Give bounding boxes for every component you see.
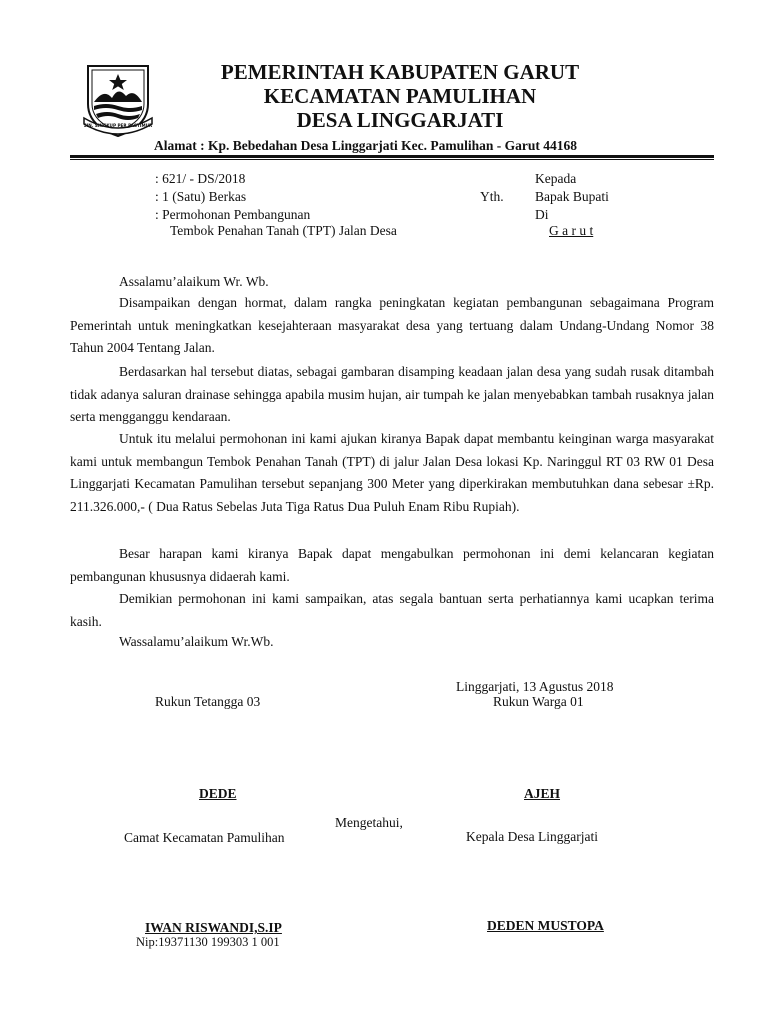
- letterhead-district: KECAMATAN PAMULIHAN: [263, 84, 537, 108]
- kades-title: Kepala Desa Linggarjati: [466, 829, 598, 844]
- body-paragraph-4: Besar harapan kami kiranya Bapak dapat mengabulkan permohonan ini demi kelancaran kegiatan pembangunan khususnya didaerah kami.: [70, 546, 714, 584]
- rt-title: Rukun Tetangga 03: [155, 694, 261, 709]
- body-paragraph-2: Berdasarkan hal tersebut diatas, sebagai gambaran disamping keadaan jalan desa yang sudah rusak ditambah tidak adanya saluran drainase sehingga apabila musim hujan, air tumpah ke jalan menyebabkan tambah rusaknya jalan serta mengganggu kendaraan.: [70, 364, 714, 424]
- camat-nip: Nip:19371130 199303 1 001: [136, 935, 280, 949]
- letter-subject-continued: Tembok Penahan Tanah (TPT) Jalan Desa: [170, 223, 397, 238]
- recipient-yth: Yth.: [480, 189, 504, 204]
- camat-title: Camat Kecamatan Pamulihan: [124, 830, 285, 845]
- recipient-di: Di: [535, 207, 549, 222]
- letterhead-village: DESA LINGGARJATI: [296, 108, 504, 132]
- letterhead-address: Alamat : Kp. Bebedahan Desa Linggarjati Kec. Pamulihan - Garut 44168: [154, 138, 578, 153]
- header-rule-thick: [70, 155, 714, 158]
- recipient-place: G a r u t: [549, 223, 594, 238]
- body-paragraph-1: Disampaikan dengan hormat, dalam rangka peningkatan kegiatan pembangunan sebagaimana Program Pemerintah untuk meningkatkan kesejahteraan masyarakat desa yang tertuang dalam Undang-Undang Nomor 38 Tahun 2004 Tentang Jalan.: [70, 295, 714, 355]
- svg-text:SIN. SINGKUP PER PASTIMUR: SIN. SINGKUP PER PASTIMUR: [83, 123, 153, 128]
- body-paragraph-3: Untuk itu melalui permohonan ini kami ajukan kiranya Bapak dapat membantu keinginan warga masyarakat kami untuk membangun Tembok Penahan Tanah (TPT) di jalur Jalan Desa lokasi Kp. Naringgul RT 03 RW 01 Desa Linggarjati Kecamatan Pamulihan tersebut sepanjang 300 Meter yang diperkirakan membutuhkan dana sebesar ±Rp. 211.326.000,- ( Dua Ratus Sebelas Juta Tiga Ratus Dua Puluh Enam Ribu Rupiah).: [70, 431, 714, 514]
- letter-subject: : Permohonan Pembangunan: [155, 207, 311, 222]
- garut-regency-emblem: [80, 60, 156, 140]
- letterhead-government: PEMERINTAH KABUPATEN GARUT: [220, 60, 580, 84]
- header-rule-thin: [70, 159, 714, 160]
- acknowledged-label: Mengetahui,: [335, 815, 403, 830]
- greeting: Assalamu’alaikum Wr. Wb.: [119, 274, 269, 289]
- rw-signatory-name: AJEH: [524, 786, 561, 801]
- kades-signatory-name: DEDEN MUSTOPA: [487, 918, 604, 933]
- date-place: Linggarjati, 13 Agustus 2018: [456, 679, 614, 694]
- rw-title: Rukun Warga 01: [493, 694, 584, 709]
- recipient-kepada: Kepada: [535, 171, 577, 186]
- letter-attachment: : 1 (Satu) Berkas: [155, 189, 247, 204]
- camat-signatory-name: IWAN RISWANDI,S.IP: [145, 920, 282, 935]
- closing: Wassalamu’alaikum Wr.Wb.: [119, 634, 274, 649]
- rt-signatory-name: DEDE: [199, 786, 237, 801]
- body-paragraph-5: Demikian permohonan ini kami sampaikan, atas segala bantuan serta perhatiannya kami ucapkan terima kasih.: [70, 591, 714, 629]
- letter-number: : 621/ - DS/2018: [155, 171, 246, 186]
- recipient-name: Bapak Bupati: [535, 189, 609, 204]
